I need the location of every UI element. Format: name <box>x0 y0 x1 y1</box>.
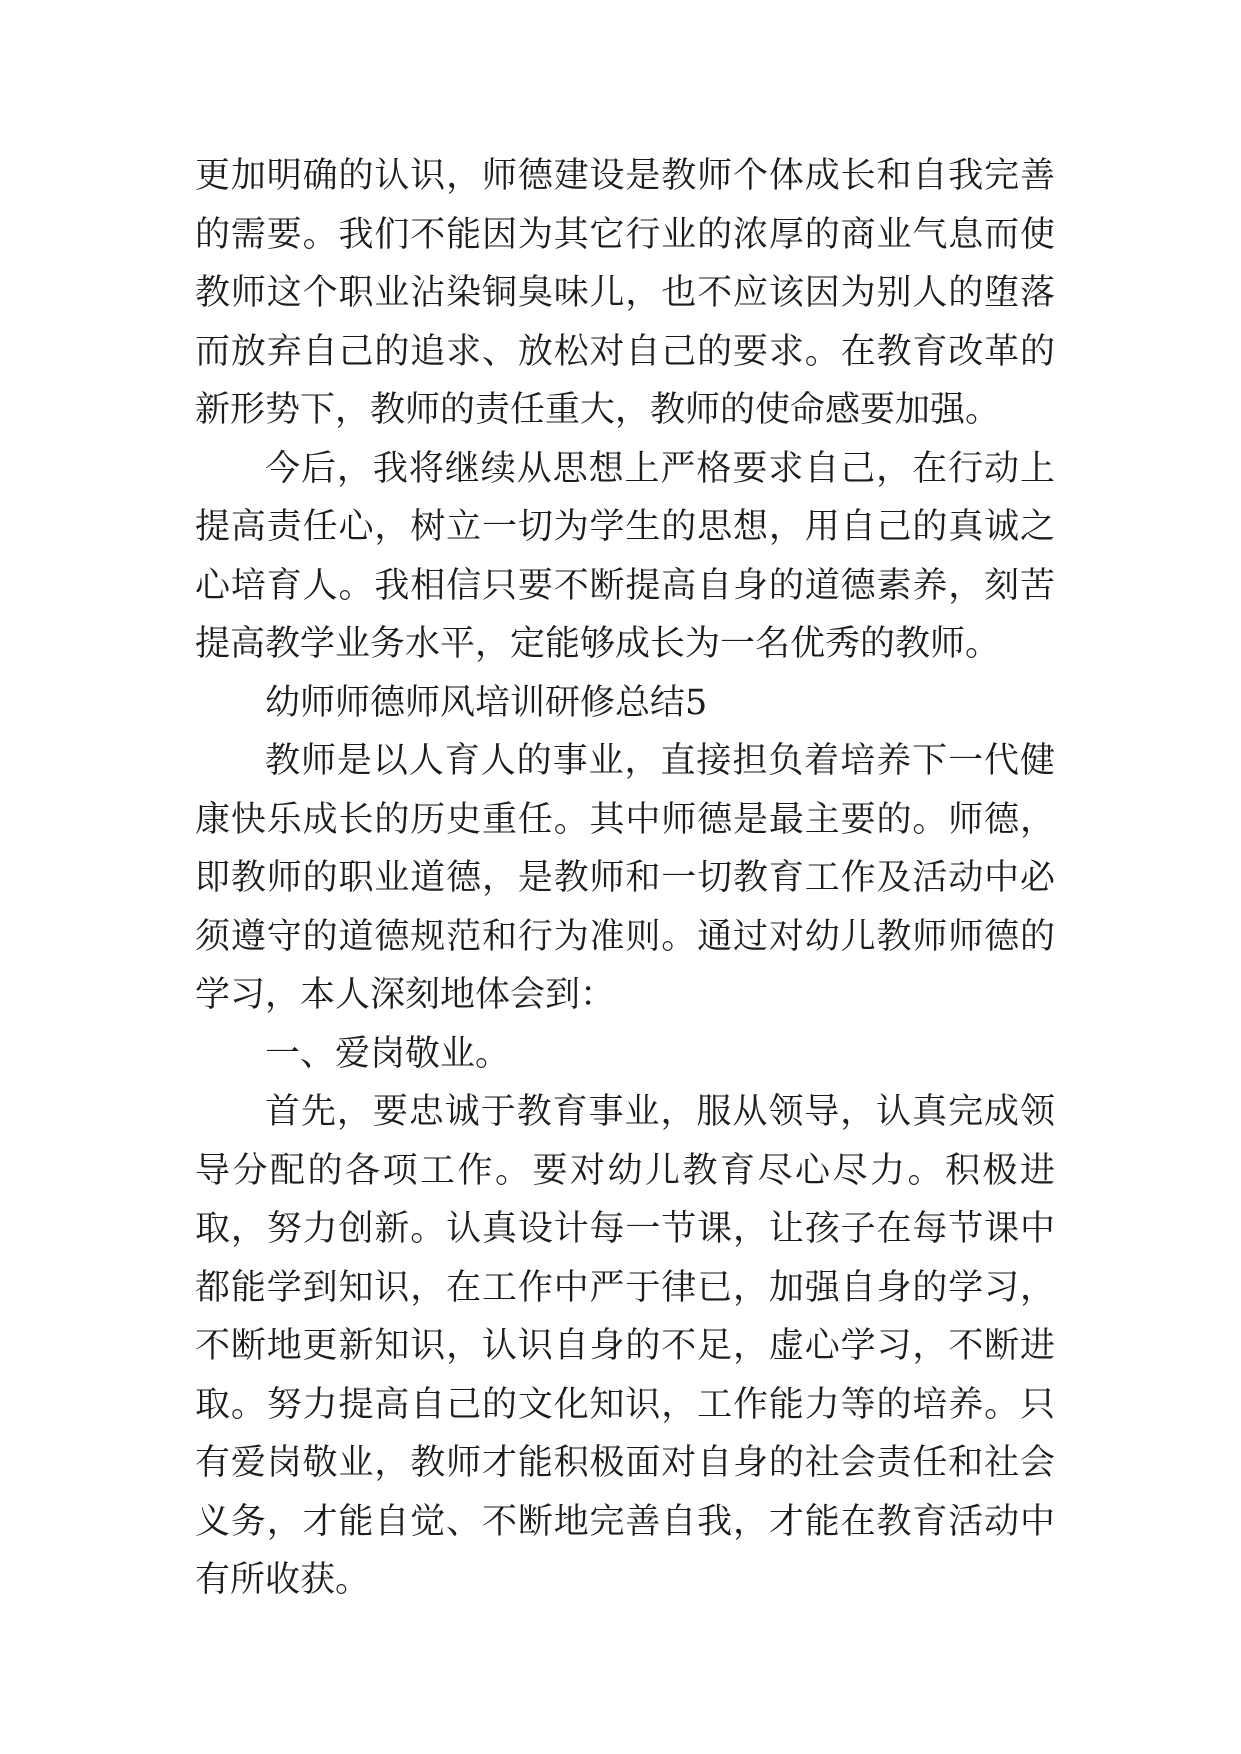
paragraph-intro: 教师是以人育人的事业，直接担负着培养下一代健康快乐成长的历史重任。其中师德是最主要的。师德，即教师的职业道德，是教师和一切教育工作及活动中必须遵守的道德规范和行为准则。通过对幼儿教师师德的学习，本人深刻地体会到： <box>195 741 1055 1015</box>
section-heading: 幼师师德师风培训研修总结5 <box>265 682 708 723</box>
paragraph-future-plans: 今后，我将继续从思想上严格要求自己，在行动上提高责任心，树立一切为学生的思想，用自己的真诚之心培育人。我相信只要不断提高自身的道德素养，刻苦提高教学业务水平，定能够成长为一名优秀的教师。 <box>195 448 1055 664</box>
subheading-point-one: 一、爱岗敬业。 <box>265 1033 511 1074</box>
paragraph-point-one: 首先，要忠诚于教育事业，服从领导，认真完成领导分配的各项工作。要对幼儿教育尽心尽力。积极进取，努力创新。认真设计每一节课，让孩子在每节课中都能学到知识，在工作中严于律已，加强自身的学习，不断地更新知识，认识自身的不足，虚心学习，不断进取。努力提高自己的文化知识，工作能力等的培养。只有爱岗敬业，教师才能积极面对自身的社会责任和社会义务，才能自觉、不断地完善自我，才能在教育活动中有所收获。 <box>195 1092 1055 1600</box>
document-page <box>195 147 1055 1610</box>
paragraph-continuation: 更加明确的认识，师德建设是教师个体成长和自我完善的需要。我们不能因为其它行业的浓厚的商业气息而使教师这个职业沾染铜臭味儿，也不应该因为别人的堕落而放弃自己的追求、放松对自己的要求。在教育改革的新形势下，教师的责任重大，教师的使命感要加强。 <box>195 156 1055 430</box>
